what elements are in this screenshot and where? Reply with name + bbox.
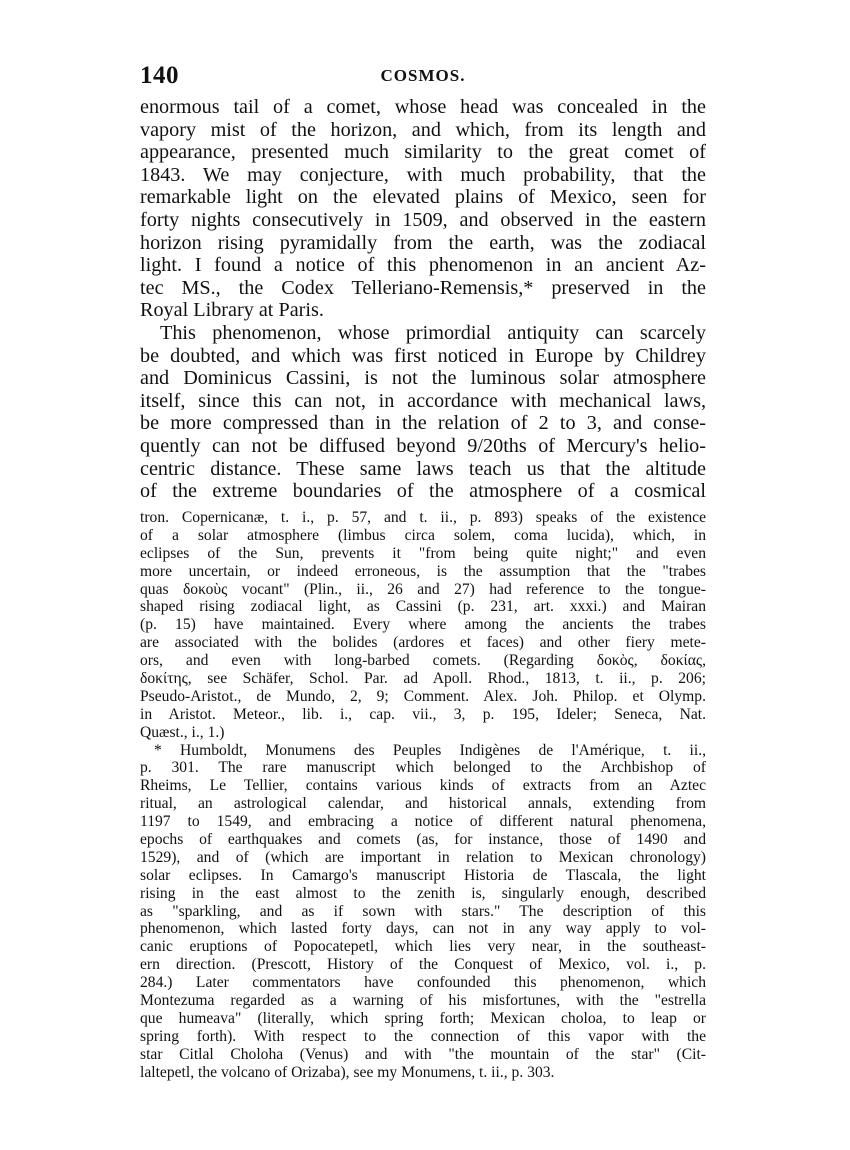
text-line: tec MS., the Codex Telleriano-Remensis,* preserved in the [140,276,706,299]
footnote-line: 284.) Later commentators have confounded this phenomenon, which [140,974,706,992]
footnote-line: star Citlal Choloha (Venus) and with "the mountain of the star" (Cit- [140,1045,706,1063]
footnote-line: as "sparkling, and as if sown with stars." The description of this [140,902,706,920]
footnote-line: Rheims, Le Tellier, contains various kinds of extracts from an Aztec [140,777,706,795]
footnote-line: quas δοκοὺς vocant" (Plin., ii., 26 and 27) had reference to the tongue- [140,580,706,598]
text-line: horizon rising pyramidally from the earth, was the zodiacal [140,231,706,254]
text-line: centric distance. These same laws teach us that the altitude [140,457,706,480]
footnote-line: (p. 15) have maintained. Every where among the ancients the trabes [140,616,706,634]
text-line: and Dominicus Cassini, is not the luminous solar atmosphere [140,367,706,390]
footnote-line: ritual, an astrological calendar, and historical annals, extending from [140,795,706,813]
text-line: of the extreme boundaries of the atmosphere of a cosmical [140,480,706,503]
footnote-line: rising in the east almost to the zenith is, singularly enough, described [140,884,706,902]
text-line: quently can not be diffused beyond 9/20ths of Mercury's helio- [140,434,706,457]
footnote-line: 1529), and of (which are important in relation to Mexican chronology) [140,848,706,866]
footnote-line: solar eclipses. In Camargo's manuscript Historia de Tlascala, the light [140,866,706,884]
text-line: be doubted, and which was first noticed in Europe by Childrey [140,344,706,367]
page-header [140,62,706,88]
footnote-line: canic eruptions of Popocatepetl, which lies very near, in the southeast- [140,938,706,956]
text-line: be more compressed than in the relation of 2 to 3, and conse- [140,412,706,435]
text-line: vapory mist of the horizon, and which, from its length and [140,118,706,141]
footnote-line: p. 301. The rare manuscript which belonged to the Archbishop of [140,759,706,777]
text-line: itself, since this can not, in accordance with mechanical laws, [140,389,706,412]
text-line: This phenomenon, whose primordial antiquity can scarcely [160,321,706,344]
text-line: remarkable light on the elevated plains of Mexico, seen for [140,186,706,209]
footnote-line: in Aristot. Meteor., lib. i., cap. vii., 3, p. 195, Ideler; Seneca, Nat. [140,705,706,723]
footnote-line: epochs of earthquakes and comets (as, for instance, those of 1490 and [140,831,706,849]
main-text [140,96,706,503]
footnote-line: eclipses of the Sun, prevents it "from being quite night;" and even [140,544,706,562]
footnote-line: Quæst., i., 1.) [140,723,225,741]
footnote-line: Pseudo-Aristot., de Mundo, 2, 9; Comment. Alex. Joh. Philop. et Olymp. [140,687,706,705]
footnote-line: * Humboldt, Monumens des Peuples Indigènes de l'Amérique, t. ii., [154,741,706,759]
footnote-line: ors, and even with long-barbed comets. (Regarding δοκὸς, δοκίας, [140,652,706,670]
running-title: COSMOS. [380,66,466,85]
footnote-line: of a solar atmosphere (limbus circa solem, coma lucida), which, in [140,526,706,544]
footnote-line: que humeava" (literally, which spring forth; Mexican choloa, to leap or [140,1009,706,1027]
footnote-line: shaped rising zodiacal light, as Cassini (p. 231, art. xxxi.) and Mairan [140,598,706,616]
footnote-line: spring forth). With respect to the connection of this vapor with the [140,1027,706,1045]
page-number: 140 [140,62,179,89]
text-line: 1843. We may conjecture, with much probability, that the [140,163,706,186]
footnotes [140,509,706,1082]
text-line: forty nights consecutively in 1509, and observed in the eastern [140,208,706,231]
footnote-line: 1197 to 1549, and embracing a notice of different natural phenomena, [140,813,706,831]
text-line: enormous tail of a comet, whose head was concealed in the [140,96,706,118]
footnote-line: laltepetl, the volcano of Orizaba), see my Monumens, t. ii., p. 303. [140,1063,555,1081]
text-line: Royal Library at Paris. [140,299,324,322]
text-line: appearance, presented much similarity to the great comet of [140,141,706,164]
footnote-line: Montezuma regarded as a warning of his misfortunes, with the "estrella [140,992,706,1010]
footnote-line: tron. Copernicanæ, t. i., p. 57, and t. ii., p. 893) speaks of the existence [140,509,706,526]
text-line: light. I found a notice of this phenomenon in an ancient Az- [140,254,706,277]
footnote-line: phenomenon, which lasted forty days, can not in any way apply to vol- [140,920,706,938]
footnote-line: ern direction. (Prescott, History of the Conquest of Mexico, vol. i., p. [140,956,706,974]
footnote-line: are associated with the bolides (ardores et faces) and other fiery mete- [140,634,706,652]
footnote-line: δοκίτης, see Schäfer, Schol. Par. ad Apoll. Rhod., 1813, t. ii., p. 206; [140,670,706,688]
footnote-line: more uncertain, or indeed erroneous, is the assumption that the "trabes [140,562,706,580]
